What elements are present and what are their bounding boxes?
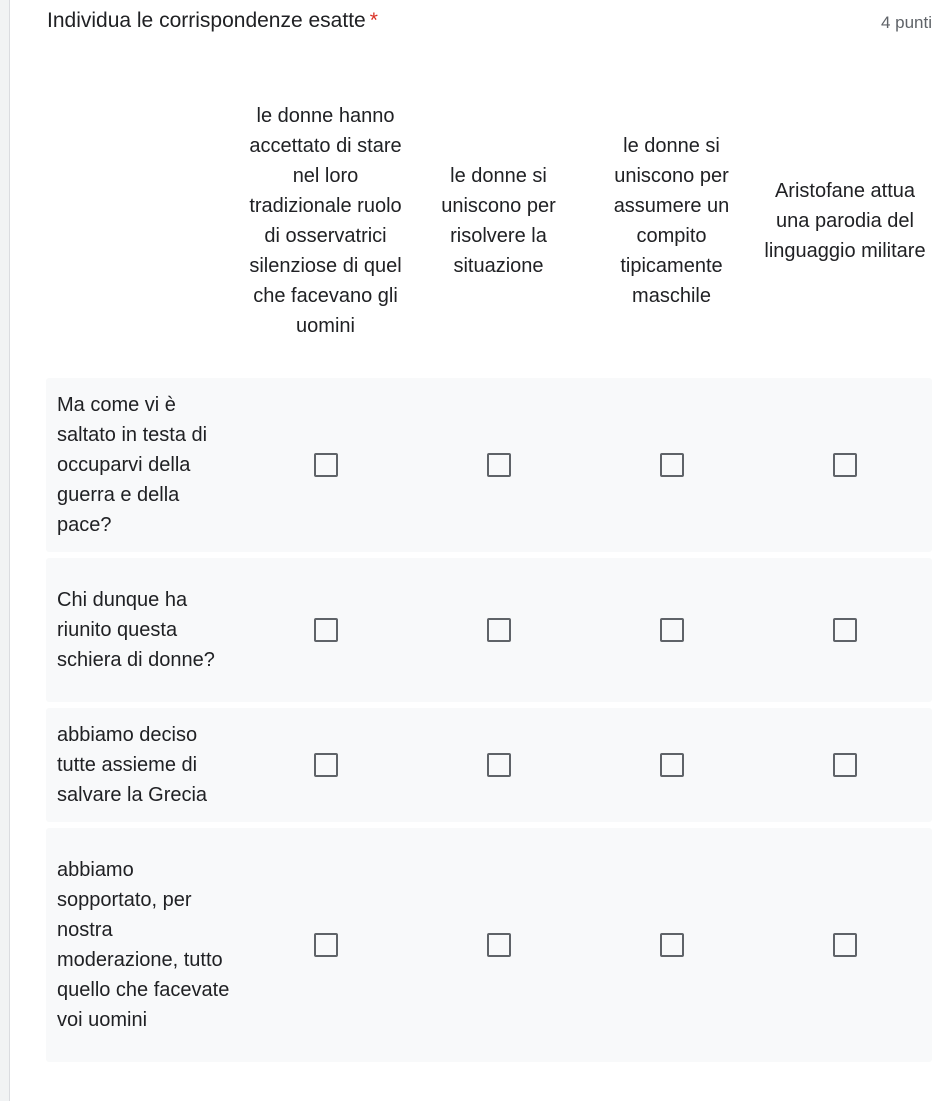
grid-cell	[758, 933, 932, 957]
grid-cell	[758, 618, 932, 642]
grid-cell	[412, 933, 585, 957]
checkbox-row3-col2[interactable]	[487, 753, 511, 777]
grid-cell	[239, 618, 412, 642]
checkbox-row2-col2[interactable]	[487, 618, 511, 642]
checkbox-row3-col3[interactable]	[660, 753, 684, 777]
grid-cell	[412, 753, 585, 777]
checkbox-row2-col4[interactable]	[833, 618, 857, 642]
checkbox-row1-col3[interactable]	[660, 453, 684, 477]
question-title	[47, 8, 378, 34]
checkbox-grid	[46, 70, 932, 1062]
row-label: Ma come vi è saltato in testa di occuparvi della guerra e della pace?	[57, 394, 208, 536]
grid-cell	[412, 618, 585, 642]
grid-cell	[758, 753, 932, 777]
page-left-border	[0, 0, 10, 1101]
checkbox-row3-col1[interactable]	[314, 753, 338, 777]
grid-row	[46, 378, 932, 552]
checkbox-row1-col4[interactable]	[833, 453, 857, 477]
checkbox-row1-col2[interactable]	[487, 453, 511, 477]
column-header: le donne si uniscono per assumere un compito tipicamente maschile	[613, 135, 730, 307]
grid-cell	[585, 618, 758, 642]
checkbox-row2-col3[interactable]	[660, 618, 684, 642]
row-label: abbiamo deciso tutte assieme di salvare la Grecia	[57, 724, 208, 806]
row-label: Chi dunque ha riunito questa schiera di donne?	[57, 589, 215, 671]
row-label: abbiamo sopportato, per nostra moderazione, tutto quello che facevate voi uomini	[57, 859, 230, 1031]
checkbox-row2-col1[interactable]	[314, 618, 338, 642]
grid-cell	[239, 933, 412, 957]
grid-row	[46, 828, 932, 1062]
checkbox-row4-col4[interactable]	[833, 933, 857, 957]
grid-header-row	[46, 70, 932, 372]
question-title-text: Individua le corrispondenze esatte	[47, 9, 366, 32]
grid-cell	[758, 453, 932, 477]
column-header: Aristofane attua una parodia del linguaggio militare	[764, 180, 926, 262]
points-label: 4 punti	[880, 13, 932, 32]
checkbox-row1-col1[interactable]	[314, 453, 338, 477]
checkbox-row3-col4[interactable]	[833, 753, 857, 777]
checkbox-row4-col1[interactable]	[314, 933, 338, 957]
grid-cell	[585, 453, 758, 477]
checkbox-row4-col2[interactable]	[487, 933, 511, 957]
grid-row	[46, 558, 932, 702]
grid-cell	[585, 753, 758, 777]
grid-row	[46, 708, 932, 822]
grid-cell	[239, 753, 412, 777]
grid-cell	[412, 453, 585, 477]
grid-cell	[239, 453, 412, 477]
question-card	[10, 0, 943, 1101]
required-asterisk: *	[369, 9, 378, 32]
checkbox-row4-col3[interactable]	[660, 933, 684, 957]
grid-cell	[585, 933, 758, 957]
column-header: le donne hanno accettato di stare nel loro tradizionale ruolo di osservatrici silenziose di quel che facevano gli uomini	[249, 105, 402, 337]
column-header: le donne si uniscono per risolvere la situazione	[441, 165, 556, 277]
